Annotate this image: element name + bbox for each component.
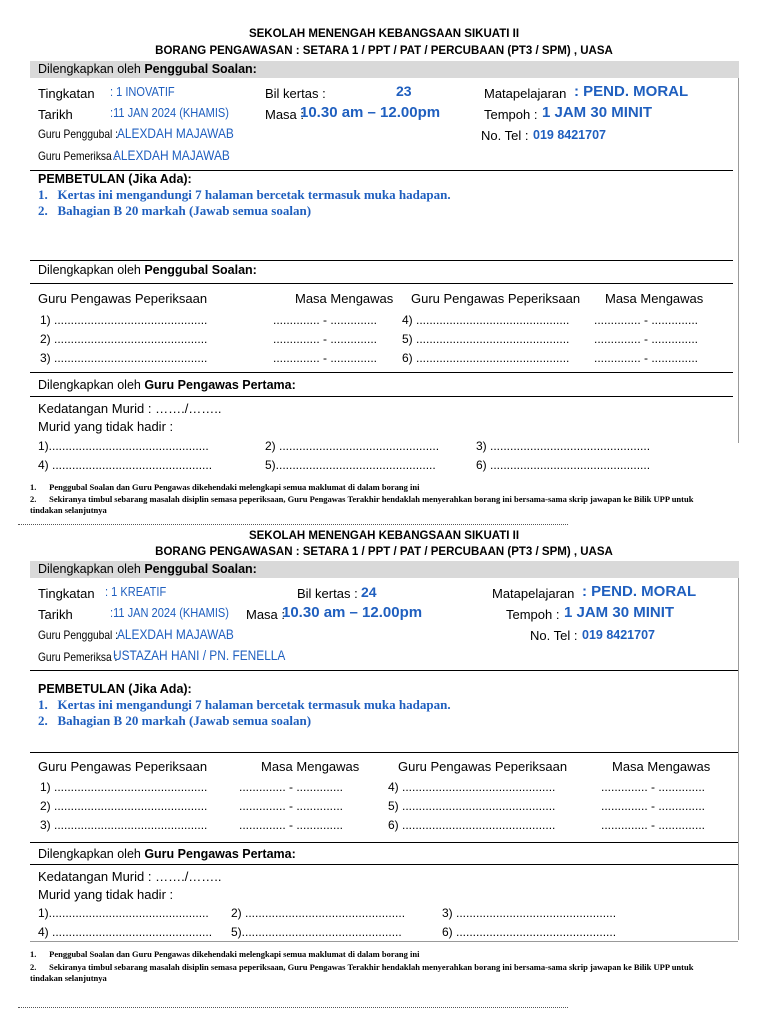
section-header-penggubal: Dilengkapkan oleh Penggubal Soalan: [30, 61, 739, 78]
pemeriksa-value: USTAZAH HANI / PN. FENELLA [113, 647, 286, 663]
form-title: BORANG PENGAWASAN : SETARA 1 / PPT / PAT / PERCUBAAN (PT3 / SPM) , UASA [155, 546, 613, 558]
tel-value: 019 8421707 [533, 128, 606, 142]
mata-label: Matapelajaran [492, 586, 575, 601]
absent-line[interactable]: 1)................................................ [38, 439, 209, 453]
divider [30, 372, 733, 373]
divider [30, 170, 733, 171]
absent-line[interactable]: 6) ................................................ [442, 925, 617, 939]
col-masa-left: Masa Mengawas [295, 291, 394, 306]
masa-line[interactable]: .............. - .............. [239, 799, 344, 813]
penggubal-label: Guru Penggubal : [38, 127, 118, 141]
pengawas-line[interactable]: 5) .............................................. [388, 799, 556, 813]
mata-label: Matapelajaran [484, 86, 567, 101]
tempoh-value: 1 JAM 30 MINIT [542, 104, 653, 121]
divider [30, 396, 733, 397]
absent-line[interactable]: 5)................................................ [231, 925, 402, 939]
note-2: 2. Sekiranya timbul sebarang masalah disiplin semasa peperiksaan, Guru Pengawas Terakhir hendaklah menyerahkan borang ini bersama-sama skrip jawapan ke Bilik UPP untuk tindakan selanjutnya [30, 962, 694, 983]
pembetulan-title: PEMBETULAN (Jika Ada): [38, 682, 192, 696]
pengawas-line[interactable]: 5) .............................................. [402, 332, 570, 346]
masa-line[interactable]: .............. - .............. [273, 351, 378, 365]
pengawas-line[interactable]: 1) .............................................. [40, 313, 208, 327]
tempoh-value: 1 JAM 30 MINIT [564, 604, 675, 621]
penggubal-label: Guru Penggubal : [38, 628, 118, 642]
tingkatan-label: Tingkatan [38, 86, 95, 101]
right-border [738, 578, 739, 940]
pembetulan-item-1: 1. Kertas ini mengandungi 7 halaman bercetak termasuk muka hadapan. [38, 697, 451, 712]
pengawas-line[interactable]: 4) .............................................. [402, 313, 570, 327]
absent-line[interactable]: 4) ................................................ [38, 925, 213, 939]
divider [30, 864, 738, 865]
pengawas-line[interactable]: 3) .............................................. [40, 818, 208, 832]
tingkatan-value: : 1 KREATIF [105, 584, 167, 599]
kedatangan[interactable]: Kedatangan Murid : ……./…….. [38, 869, 222, 884]
tempoh-label: Tempoh : [484, 107, 538, 122]
col-guru-right: Guru Pengawas Peperiksaan [398, 759, 568, 774]
divider [30, 752, 738, 753]
section-header-pengawas: Dilengkapkan oleh Guru Pengawas Pertama: [38, 847, 296, 861]
absent-line[interactable]: 6) ................................................ [476, 458, 651, 472]
school-title: SEKOLAH MENENGAH KEBANGSAAN SIKUATI II [248, 28, 520, 40]
tel-value: 019 8421707 [582, 628, 655, 642]
pemeriksa-label: Guru Pemeriksa : [38, 650, 118, 664]
absent-line[interactable]: 1)................................................ [38, 906, 209, 920]
form-title: BORANG PENGAWASAN : SETARA 1 / PPT / PAT / PERCUBAAN (PT3 / SPM) , UASA [155, 45, 613, 57]
cut-line [18, 524, 568, 525]
masa-line[interactable]: .............. - .............. [601, 818, 706, 832]
absent-line[interactable]: 3) ................................................ [476, 439, 651, 453]
col-guru-right: Guru Pengawas Peperiksaan [411, 291, 581, 306]
kedatangan[interactable]: Kedatangan Murid : ……./…….. [38, 401, 222, 416]
section-header-penggubal: Dilengkapkan oleh Penggubal Soalan: [30, 561, 739, 578]
tidak-hadir-label: Murid yang tidak hadir : [38, 419, 174, 434]
bil-label: Bil kertas : [297, 586, 358, 601]
masa-line[interactable]: .............. - .............. [273, 313, 378, 327]
masa-label: Masa : [265, 107, 305, 122]
masa-line[interactable]: .............. - .............. [601, 799, 706, 813]
col-masa-left: Masa Mengawas [261, 759, 360, 774]
col-guru-left: Guru Pengawas Peperiksaan [38, 759, 208, 774]
tingkatan-label: Tingkatan [38, 586, 95, 601]
masa-value: 10.30 am – 12.00pm [300, 104, 441, 121]
masa-line[interactable]: .............. - .............. [594, 351, 699, 365]
masa-label: Masa : [246, 607, 286, 622]
absent-line[interactable]: 2) ................................................ [265, 439, 440, 453]
tel-label: No. Tel : [481, 128, 529, 143]
bil-value: 23 [396, 83, 412, 99]
mata-value: : PEND. MORAL [574, 83, 689, 100]
tel-label: No. Tel : [530, 628, 578, 643]
penggubal-value: ALEXDAH MAJAWAB [117, 626, 234, 642]
masa-line[interactable]: .............. - .............. [239, 780, 344, 794]
tidak-hadir-label: Murid yang tidak hadir : [38, 887, 174, 902]
pemeriksa-value: ALEXDAH MAJAWAB [113, 147, 230, 163]
absent-line[interactable]: 2) ................................................ [231, 906, 406, 920]
pengawas-line[interactable]: 2) .............................................. [40, 332, 208, 346]
pembetulan-item-2: 2. Bahagian B 20 markah (Jawab semua soalan) [38, 713, 312, 728]
col-masa-right: Masa Mengawas [612, 759, 711, 774]
pembetulan-item-1: 1. Kertas ini mengandungi 7 halaman bercetak termasuk muka hadapan. [38, 187, 451, 202]
divider [30, 941, 738, 942]
bil-label: Bil kertas : [265, 86, 326, 101]
pengawas-line[interactable]: 3) .............................................. [40, 351, 208, 365]
divider [30, 283, 733, 284]
absent-line[interactable]: 4) ................................................ [38, 458, 213, 472]
note-2: 2. Sekiranya timbul sebarang masalah disiplin semasa peperiksaan, Guru Pengawas Terakhir hendaklah menyerahkan borang ini bersama-sama skrip jawapan ke Bilik UPP untuk tindakan selanjutnya [30, 494, 694, 515]
divider [30, 260, 733, 261]
pengawas-line[interactable]: 1) .............................................. [40, 780, 208, 794]
pemeriksa-label: Guru Pemeriksa : [38, 149, 118, 163]
masa-line[interactable]: .............. - .............. [239, 818, 344, 832]
absent-line[interactable]: 3) ................................................ [442, 906, 617, 920]
divider [30, 842, 738, 843]
tarikh-value: :11 JAN 2024 (KHAMIS) [110, 105, 229, 120]
masa-line[interactable]: .............. - .............. [273, 332, 378, 346]
divider [30, 670, 738, 671]
masa-line[interactable]: .............. - .............. [601, 780, 706, 794]
masa-line[interactable]: .............. - .............. [594, 313, 699, 327]
right-border [738, 78, 739, 443]
tarikh-value: :11 JAN 2024 (KHAMIS) [110, 605, 229, 620]
col-guru-left: Guru Pengawas Peperiksaan [38, 291, 208, 306]
mata-value: : PEND. MORAL [582, 583, 697, 600]
tempoh-label: Tempoh : [506, 607, 560, 622]
pengawas-line[interactable]: 2) .............................................. [40, 799, 208, 813]
absent-line[interactable]: 5)................................................ [265, 458, 436, 472]
pengawas-line[interactable]: 6) .............................................. [388, 818, 556, 832]
tarikh-label: Tarikh [38, 607, 73, 622]
section-header-pengawas: Dilengkapkan oleh Guru Pengawas Pertama: [38, 378, 296, 392]
col-masa-right: Masa Mengawas [605, 291, 704, 306]
note-1: 1. Penggubal Soalan dan Guru Pengawas dikehendaki melengkapi semua maklumat di dalam borang ini [30, 482, 420, 492]
pembetulan-item-2: 2. Bahagian B 20 markah (Jawab semua soalan) [38, 203, 312, 218]
section-header-penggubal-2: Dilengkapkan oleh Penggubal Soalan: [38, 263, 257, 277]
school-title: SEKOLAH MENENGAH KEBANGSAAN SIKUATI II [248, 530, 520, 542]
penggubal-value: ALEXDAH MAJAWAB [117, 125, 234, 141]
bil-value: 24 [361, 584, 377, 600]
cut-line [18, 1007, 568, 1008]
pembetulan-title: PEMBETULAN (Jika Ada): [38, 172, 192, 186]
pengawas-line[interactable]: 6) .............................................. [402, 351, 570, 365]
pengawas-line[interactable]: 4) .............................................. [388, 780, 556, 794]
masa-value: 10.30 am – 12.00pm [282, 604, 423, 621]
note-1: 1. Penggubal Soalan dan Guru Pengawas dikehendaki melengkapi semua maklumat di dalam borang ini [30, 949, 420, 959]
masa-line[interactable]: .............. - .............. [594, 332, 699, 346]
tingkatan-value: : 1 INOVATIF [110, 84, 175, 99]
tarikh-label: Tarikh [38, 107, 73, 122]
